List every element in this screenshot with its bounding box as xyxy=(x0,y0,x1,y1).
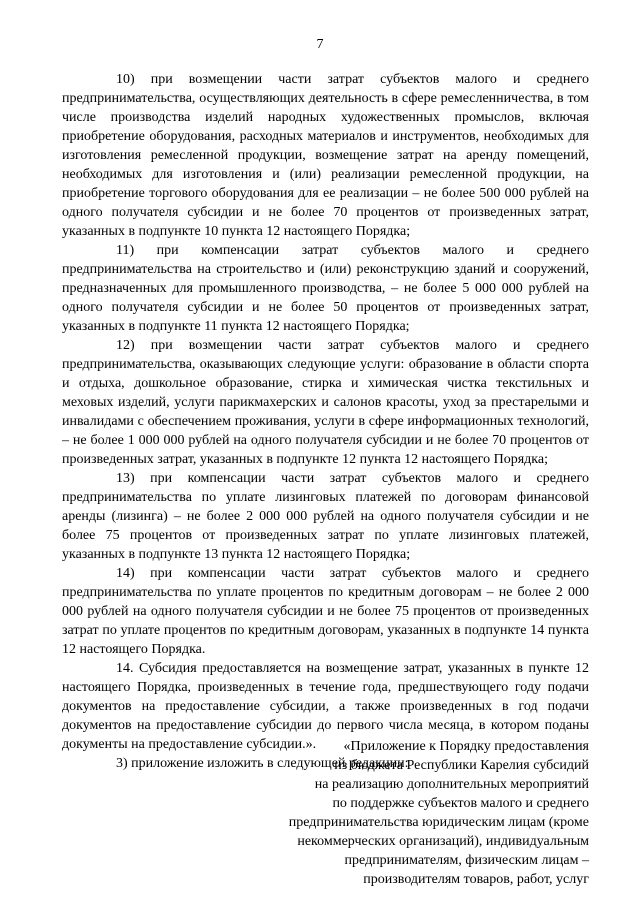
appendix-heading xyxy=(280,737,589,889)
appendix-heading-line: предпринимательства юридическим лицам (кроме xyxy=(288,815,589,830)
paragraph-item-13: 13) при компенсации части затрат субъектов малого и среднего предпринимательства по уплате лизинговых платежей по договорам финансовой аренды (лизинга) – не более 2 000 000 рублей на одного получателя субсидии и не более 75 процентов от произведенных затрат по уплате лизинговых платежей, указанных в подпункте 13 пункта 12 настоящего Порядка; xyxy=(62,471,589,562)
paragraph-item-14: 14) при компенсации части затрат субъектов малого и среднего предпринимательства по уплате процентов по кредитным договорам – не более 2 000 000 рублей на одного получателя субсидии и не более 75 процентов от произведенных затрат по уплате процентов по кредитным договорам, указанных в подпункте 14 пункта 12 настоящего Порядка. xyxy=(62,566,589,657)
paragraph-amendment-3: 3) приложение изложить в следующей редакции: xyxy=(116,756,409,771)
document-body xyxy=(62,70,589,773)
appendix-heading-line: на реализацию дополнительных мероприятий xyxy=(314,777,589,792)
paragraph-item-10: 10) при возмещении части затрат субъектов малого и среднего предпринимательства, осуществляющих деятельность в сфере ремесленничества, в том числе производства изделий народных художественных промыслов, включая приобретение оборудования, расходных материалов и инструментов, необходимых для изготовления ремесленной продукции, возмещение затрат на аренду помещений, необходимых для изготовления и (или) реализации ремесленной продукции, на приобретение торгового оборудования для ее реализации – не более 500 000 рублей на одного получателя субсидии и не более 70 процентов от произведенных затрат, указанных в подпункте 10 пункта 12 настоящего Порядка; xyxy=(62,72,589,239)
appendix-heading-line: производителям товаров, работ, услуг xyxy=(363,872,589,887)
appendix-heading-line: по поддержке субъектов малого и среднего xyxy=(332,796,589,811)
appendix-heading-line: «Приложение к Порядку предоставления xyxy=(343,739,589,754)
appendix-heading-line: предпринимателям, физическим лицам – xyxy=(344,853,589,868)
page-number: 7 xyxy=(316,37,324,52)
appendix-heading-line: некоммерческих организаций), индивидуальным xyxy=(297,834,589,849)
paragraph-item-11: 11) при компенсации затрат субъектов малого и среднего предпринимательства на строительство и (или) реконструкцию зданий и сооружений, предназначенных для промышленного производства, – не более 5 000 000 рублей на одного получателя субсидии и не более 50 процентов от произведенных затрат, указанных в подпункте 11 пункта 12 настоящего Порядка; xyxy=(62,243,589,334)
paragraph-clause-14: 14. Субсидия предоставляется на возмещение затрат, указанных в пункте 12 настоящего Порядка, произведенных в течение года, предшествующего году подачи документов на предоставление субсидии, а также произведенных в год подачи документов на предоставление субсидии до первого числа месяца, в котором поданы документы на предоставление субсидии.». xyxy=(62,661,589,752)
appendix-heading-line: из бюджета Республики Карелия субсидий xyxy=(334,758,589,773)
paragraph-item-12: 12) при возмещении части затрат субъектов малого и среднего предпринимательства, оказывающих следующие услуги: образование в области спорта и отдыха, дошкольное образование, стирка и химическая чистка текстильных и меховых изделий, услуги парикмахерских и салонов красоты, уход за престарелыми и инвалидами с обеспечением проживания, услуги в сфере информационных технологий, – не более 1 000 000 рублей на одного получателя субсидии и не более 70 процентов от произведенных затрат, указанных в подпункте 12 пункта 12 настоящего Порядка; xyxy=(62,338,589,467)
